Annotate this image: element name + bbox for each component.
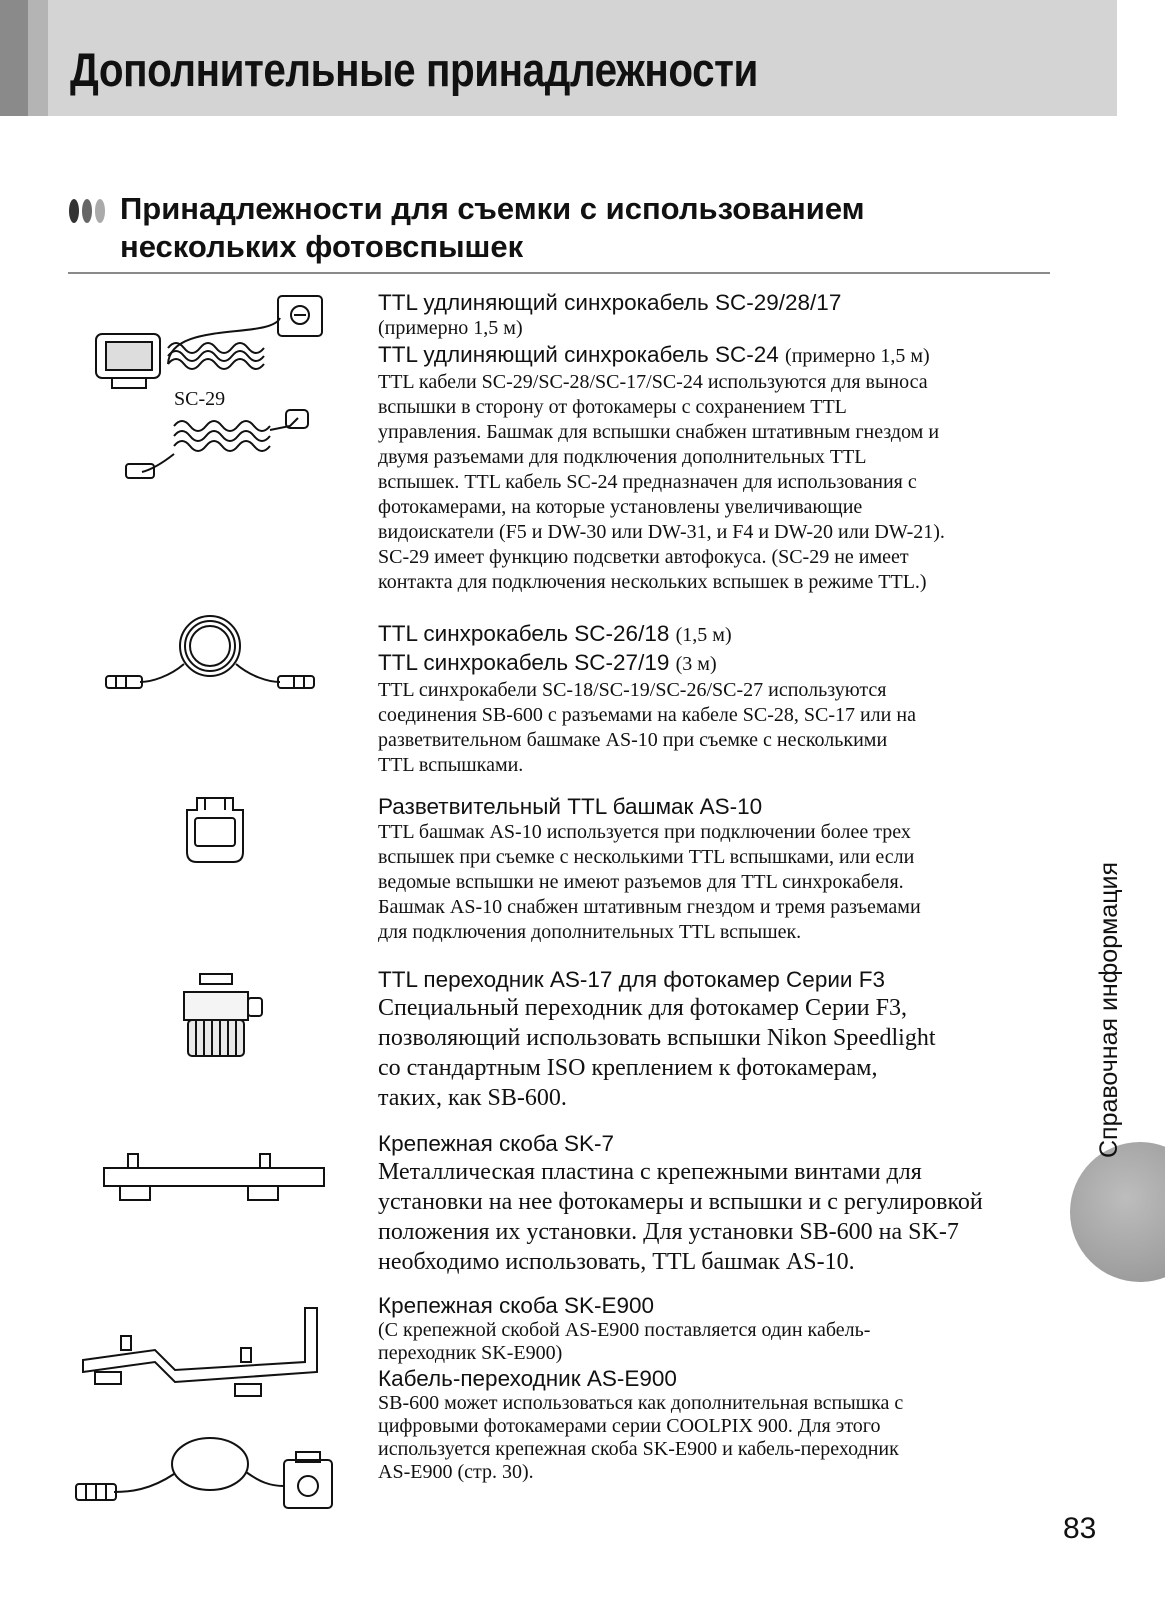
page-title: Дополнительные принадлежности <box>70 43 758 96</box>
entry-ske900-heading: Крепежная скоба SK-E900 <box>378 1293 655 1318</box>
entry-sc26-heading1-line <box>378 620 1058 649</box>
entry-ske900 <box>378 1292 1058 1484</box>
body-line: Специальный переходник для фотокамер Серии F3, <box>378 995 907 1021</box>
entry-sc26-body <box>378 678 1058 778</box>
ske900-bracket-icon <box>75 1300 335 1420</box>
body-line: SC-29 имеет функцию подсветки автофокуса. (SC-29 не имеет <box>378 546 909 568</box>
page-number: 83 <box>1063 1512 1097 1545</box>
entry-as17-body <box>378 993 1058 1113</box>
body-line: Башмак AS-10 снабжен штативным гнездом и тремя разъемами <box>378 896 921 918</box>
body-line: позволяющий использовать вспышки Nikon Speedlight <box>378 1025 936 1051</box>
entry-as10 <box>378 793 1058 945</box>
as10-shoe-icon <box>175 790 255 870</box>
body-line: Металлическая пластина с крепежными винтами для <box>378 1159 922 1185</box>
sc26-cable-icon <box>100 610 320 695</box>
entry-sc26-heading2-line <box>378 649 1058 678</box>
title-band-mid-strip <box>28 0 48 116</box>
body-line: вспышек. TTL кабель SC-24 предназначен для использования с <box>378 471 917 493</box>
body-line: TTL кабели SC-29/SC-28/SC-17/SC-24 используются для выноса <box>378 371 928 393</box>
entry-sc29-heading1: TTL удлиняющий синхрокабель SC-29/28/17 <box>378 290 842 315</box>
body-line: двумя разъемами для подключения дополнительных TTL <box>378 446 867 468</box>
body-line: таких, как SB-600. <box>378 1085 567 1111</box>
entry-ske900-body <box>378 1392 1058 1484</box>
entry-as17 <box>378 966 1058 1113</box>
body-line: TTL вспышками. <box>378 754 524 776</box>
side-label: Справочная информация <box>1095 861 1123 1158</box>
body-line: вспышки в сторону от фотокамеры с сохранением TTL <box>378 396 847 418</box>
entry-sc26-note1: (1,5 м) <box>675 624 732 646</box>
body-line: соединения SB-600 с разъемами на кабеле SC-28, SC-17 или на <box>378 704 916 726</box>
body-line: TTL синхрокабели SC-18/SC-19/SC-26/SC-27 используются <box>378 679 887 701</box>
sk7-bracket-icon <box>100 1150 330 1210</box>
as17-adapter-icon <box>170 968 270 1068</box>
body-line: используется крепежная скоба SK-E900 и кабель-переходник <box>378 1438 899 1460</box>
body-line: вспышек при съемке с несколькими TTL вспышками, или если <box>378 846 915 868</box>
section-heading <box>120 190 865 266</box>
body-line: разветвительном башмаке AS-10 при съемке с несколькими <box>378 729 888 751</box>
entry-sk7 <box>378 1130 1058 1277</box>
entry-sc26-note2: (3 м) <box>675 653 717 675</box>
note-line: переходник SK-E900) <box>378 1342 563 1364</box>
note-line: (С крепежной скобой AS-E900 поставляется один кабель- <box>378 1319 871 1341</box>
entry-sc29-note1: (примерно 1,5 м) <box>378 317 523 339</box>
section-divider <box>68 272 1050 274</box>
side-tab <box>1070 1142 1165 1282</box>
body-line: цифровыми фотокамерами серии COOLPIX 900. Для этого <box>378 1415 881 1437</box>
section-dots-icon <box>69 198 109 224</box>
entry-sc26-heading1: TTL синхрокабель SC-26/18 <box>378 621 670 646</box>
body-line: фотокамерами, на которые установлены увеличивающие <box>378 496 863 518</box>
entry-sc29 <box>378 289 1058 595</box>
body-line: ведомые вспышки не имеют разъемов для TTL синхрокабеля. <box>378 871 904 893</box>
entry-as10-body <box>378 820 1058 945</box>
body-line: необходимо использовать, TTL башмак AS-10. <box>378 1249 855 1275</box>
entry-ske900-note <box>378 1319 1058 1365</box>
sc29-caption: SC-29 <box>174 388 226 410</box>
entry-as10-heading: Разветвительный TTL башмак AS-10 <box>378 794 763 819</box>
entry-sc29-heading2-line <box>378 341 1058 370</box>
entry-sc26 <box>378 620 1058 778</box>
entry-ske900-heading2: Кабель-переходник AS-E900 <box>378 1366 677 1391</box>
body-line: видоискатели (F5 и DW-30 или DW-31, и F4 и DW-20 или DW-21). <box>378 521 945 543</box>
body-line: SB-600 может использоваться как дополнительная вспышка с <box>378 1392 904 1414</box>
entry-sc29-heading2: TTL удлиняющий синхрокабель SC-24 <box>378 342 779 367</box>
entry-as17-heading: TTL переходник AS-17 для фотокамер Серии F3 <box>378 967 885 992</box>
entry-sk7-heading: Крепежная скоба SK-7 <box>378 1131 615 1156</box>
body-line: со стандартным ISO креплением к фотокамерам, <box>378 1055 878 1081</box>
body-line: для подключения дополнительных TTL вспышек. <box>378 921 802 943</box>
body-line: управления. Башмак для вспышки снабжен штативным гнездом и <box>378 421 940 443</box>
entry-sc29-body <box>378 370 1058 595</box>
body-line: положения их установки. Для установки SB-600 на SK-7 <box>378 1219 959 1245</box>
ase900-cable-icon <box>70 1430 340 1520</box>
body-line: установки на нее фотокамеры и вспышки и с регулировкой <box>378 1189 983 1215</box>
entry-sk7-body <box>378 1157 1058 1277</box>
body-line: TTL башмак AS-10 используется при подключении более трех <box>378 821 911 843</box>
body-line: контакта для подключения нескольких вспышек в режиме TTL.) <box>378 571 927 593</box>
section-heading-line1: Принадлежности для съемки с использованием <box>120 191 865 226</box>
entry-sc29-note2: (примерно 1,5 м) <box>785 345 930 367</box>
title-band-dark-strip <box>0 0 28 116</box>
body-line: AS-E900 (стр. 30). <box>378 1461 534 1483</box>
entry-sc26-heading2: TTL синхрокабель SC-27/19 <box>378 650 670 675</box>
section-heading-line2: нескольких фотовспышек <box>120 229 524 264</box>
